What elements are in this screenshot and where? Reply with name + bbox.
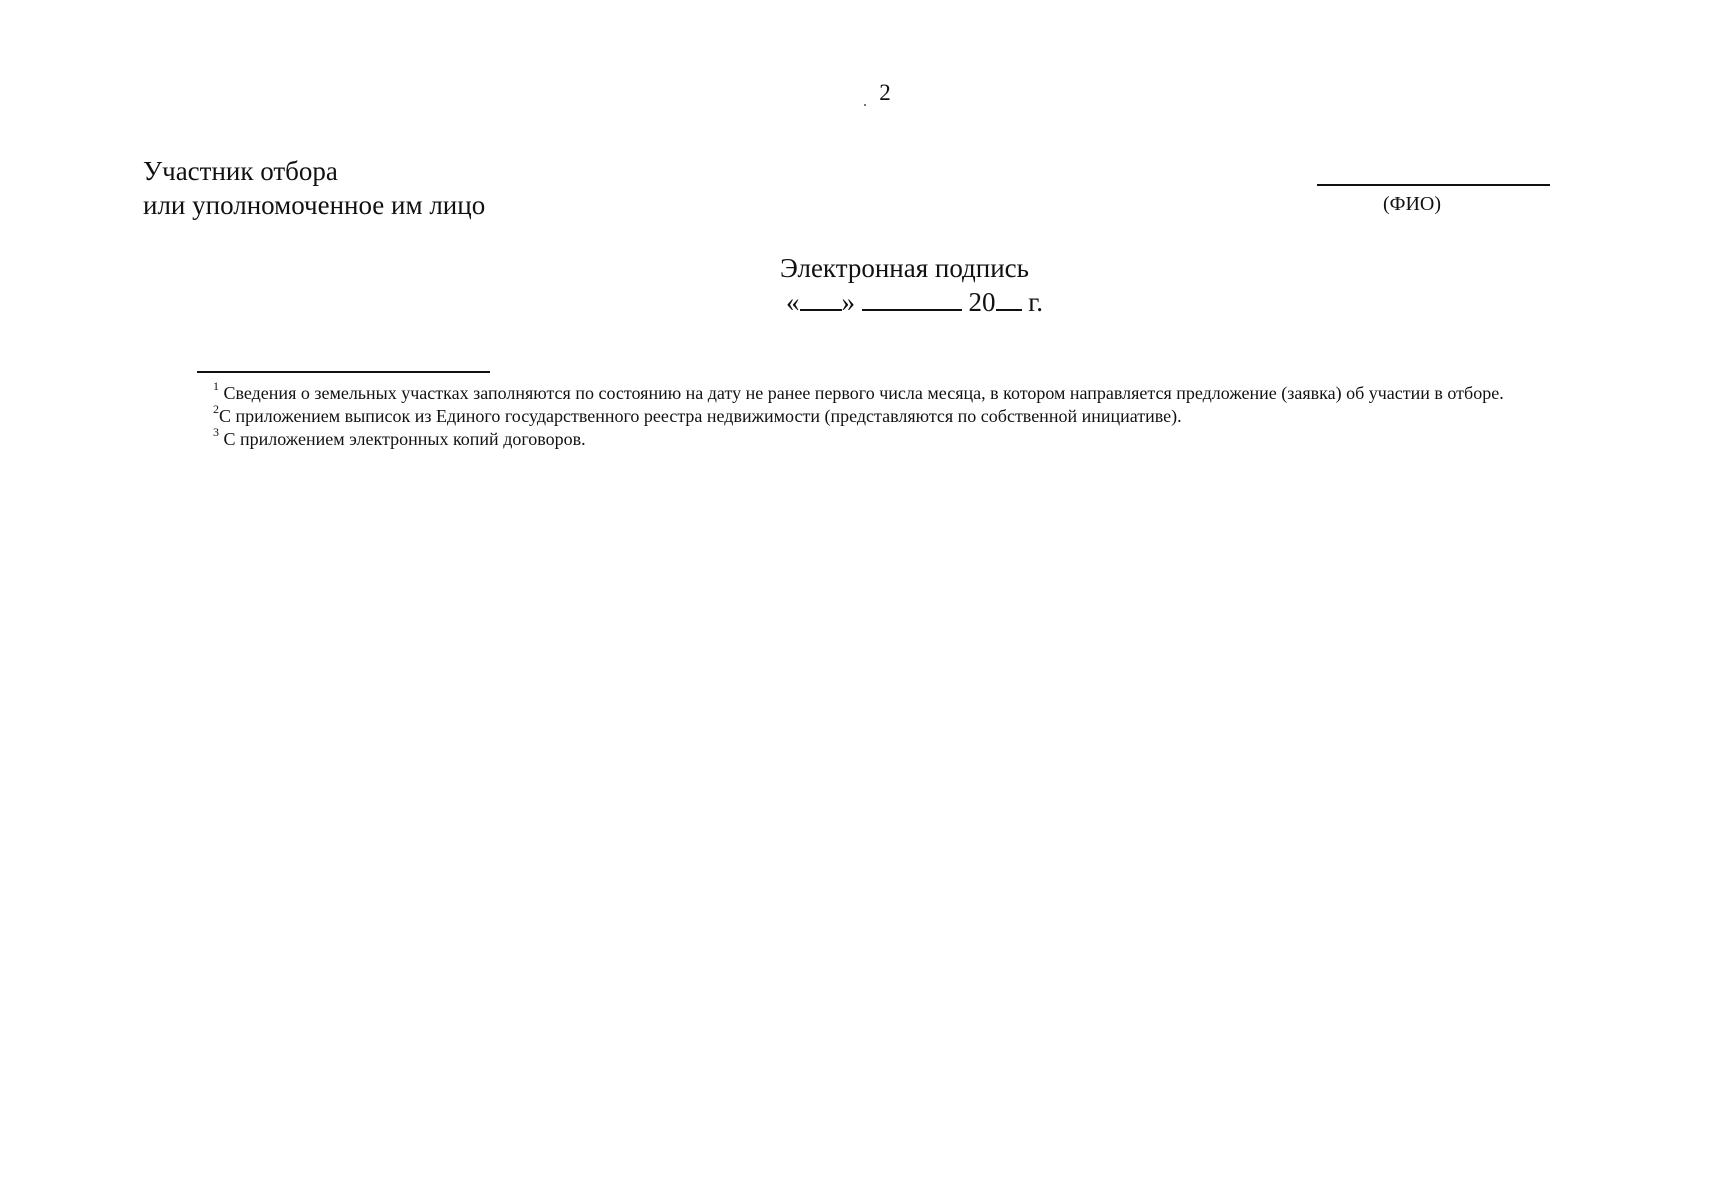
footnote-1 — [143, 379, 1635, 405]
day-blank — [800, 285, 842, 311]
footnote-text: С приложением электронных копий договоров. — [223, 429, 586, 449]
year-suffix: г. — [1028, 287, 1044, 317]
footnote-mark: 1 — [213, 379, 219, 393]
fio-caption: (ФИО) — [1382, 193, 1441, 215]
footnote-mark: 2 — [213, 402, 219, 416]
footnote-separator — [197, 371, 490, 373]
signer-line-2: или уполномоченное им лицо — [143, 190, 486, 220]
footnotes — [143, 379, 1635, 451]
month-blank — [862, 285, 962, 311]
footnote-text: Сведения о земельных участках заполняются по состоянию на дату не ранее первого числа месяца, в котором направляется предложение (заявка) об участии в отборе. — [223, 383, 1504, 403]
year-prefix: 20 — [968, 287, 996, 317]
esign-date — [786, 285, 1043, 319]
signer-block — [143, 154, 485, 222]
footnote-text: С приложением выписок из Единого государственного реестра недвижимости (представляются по собственной инициативе). — [219, 406, 1182, 426]
footnote-mark: 3 — [213, 425, 219, 439]
footnote-2 — [143, 402, 1635, 428]
signer-line-1: Участник отбора — [143, 156, 338, 186]
electronic-signature-block — [780, 251, 1043, 319]
open-quote: « — [786, 287, 800, 317]
esign-title: Электронная подпись — [780, 253, 1029, 283]
signature-line — [1317, 184, 1550, 186]
page-number: 2 — [879, 80, 891, 105]
close-quote: » — [841, 287, 855, 317]
year-blank — [996, 285, 1022, 311]
footnote-3 — [143, 425, 1635, 451]
scan-speck — [864, 104, 866, 106]
